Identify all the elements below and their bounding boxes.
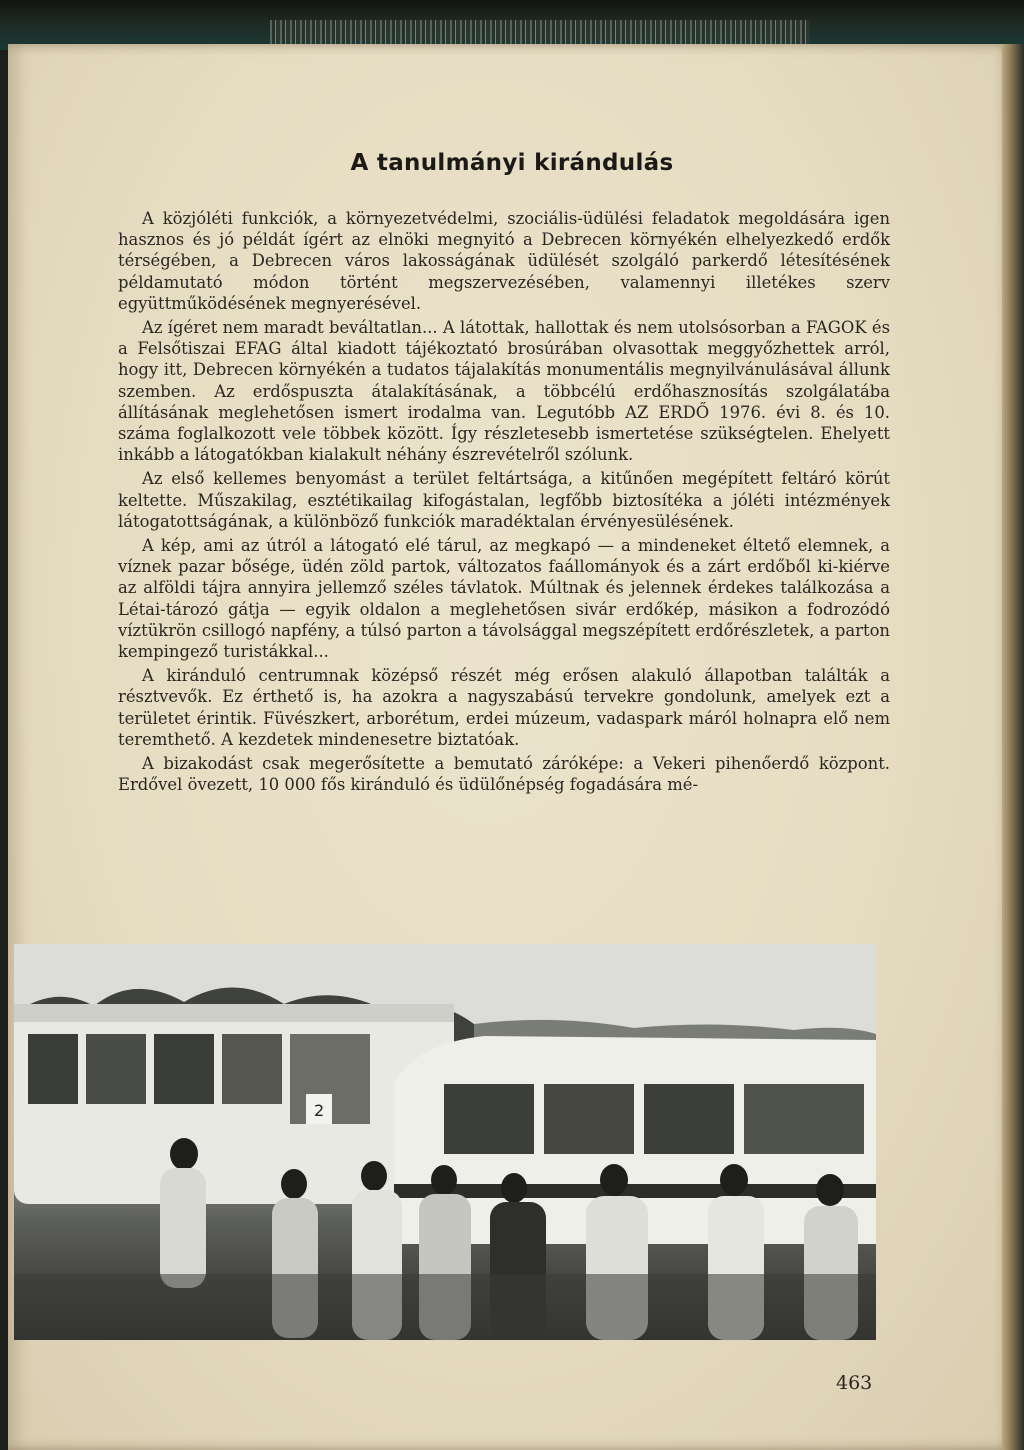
photo-buses-and-visitors [14, 944, 876, 1340]
binding-texture [270, 20, 810, 44]
paragraph-5: A kiránduló centrumnak középső részét még erősen alakuló állapotban találták a résztvevők. Ez érthető is, ha azokra a nagyszabású tervekre gondolunk, amelyek ezt a területet érintik. Füvészkert, arborétum, erdei múzeum, vadaspark máról holnapra elő nem teremthető. A kezdetek mindenesetre biztatóak. [118, 666, 890, 749]
book-binding-top [0, 0, 1024, 50]
paragraph-4: A kép, ami az útról a látogató elé tárul, az megkapó — a mindeneket éltető elemnek, a víznek pazar bősége, üdén zöld partok, változatos faállományok és a zárt erdőből ki-kiérve az alföldi tájra annyira jellemző széles távlatok. Múltnak és jelennek érdekes találkozása a Létai-tározó gátja — egyik oldalon a meglehetősen sivár erdőkép, másikon a fodrozódó víztükrön csillogó napfény, a túlsó parton a távolsággal megszépített erdőrészletek, a parton kempingező turistákkal... [118, 536, 890, 662]
paragraph-1: A közjóléti funkciók, a környezetvédelmi, szociális-üdülési feladatok megoldására igen hasznos és jó példát ígért az elnöki megnyitó a Debrecen környékén elhelyezkedő erdők térségében, a Debrecen város lakosságának üdülését szolgáló parkerdő létesítésének példamutató módon történt megszervezésében, valamennyi illetékes szerv együttműködésének megnyerésével. [118, 209, 890, 313]
page-number: 463 [836, 1372, 873, 1394]
paragraph-3: Az első kellemes benyomást a terület feltártsága, a kitűnően megépített feltáró körút keltette. Műszakilag, esztétikailag kifogástalan, legfőbb biztosítéka a jóléti intézmények látogatottságának, a különböző funkciók maradéktalan érvényesülésének. [118, 469, 890, 531]
article-title: A tanulmányi kirándulás [350, 150, 674, 176]
article-body [118, 208, 890, 798]
bus-number: 2 [314, 1101, 325, 1120]
photo-illustration [14, 944, 876, 1340]
left-bus [14, 1004, 454, 1204]
page-edge [1002, 44, 1024, 1450]
paragraph-2: Az ígéret nem maradt beváltatlan... A látottak, hallottak és nem utolsósorban a FAGOK és a Felsőtiszai EFAG által kiadott tájékoztató brosúrában olvasottak meggyőzhettek arról, hogy itt, Debrecen környékén a tudatos tájalakítás monumentális megnyilvánulásával állunk szemben. Az erdőspuszta átalakításának, a többcélú erdőhasznosítás szolgálatába állításának meglehetősen ismert irodalma van. Legutóbb AZ ERDŐ 1976. évi 8. és 10. száma foglalkozott vele többek között. Így részletesebb ismertetése szükségtelen. Ehelyett inkább a látogatókban kialakult néhány észrevételről szólunk. [118, 318, 890, 465]
paragraph-6: A bizakodást csak megerősítette a bemutató záróképe: a Vekeri pihenőerdő központ. Erdővel övezett, 10 000 fős kiránduló és üdülőnépség fogadására mé- [118, 754, 890, 795]
